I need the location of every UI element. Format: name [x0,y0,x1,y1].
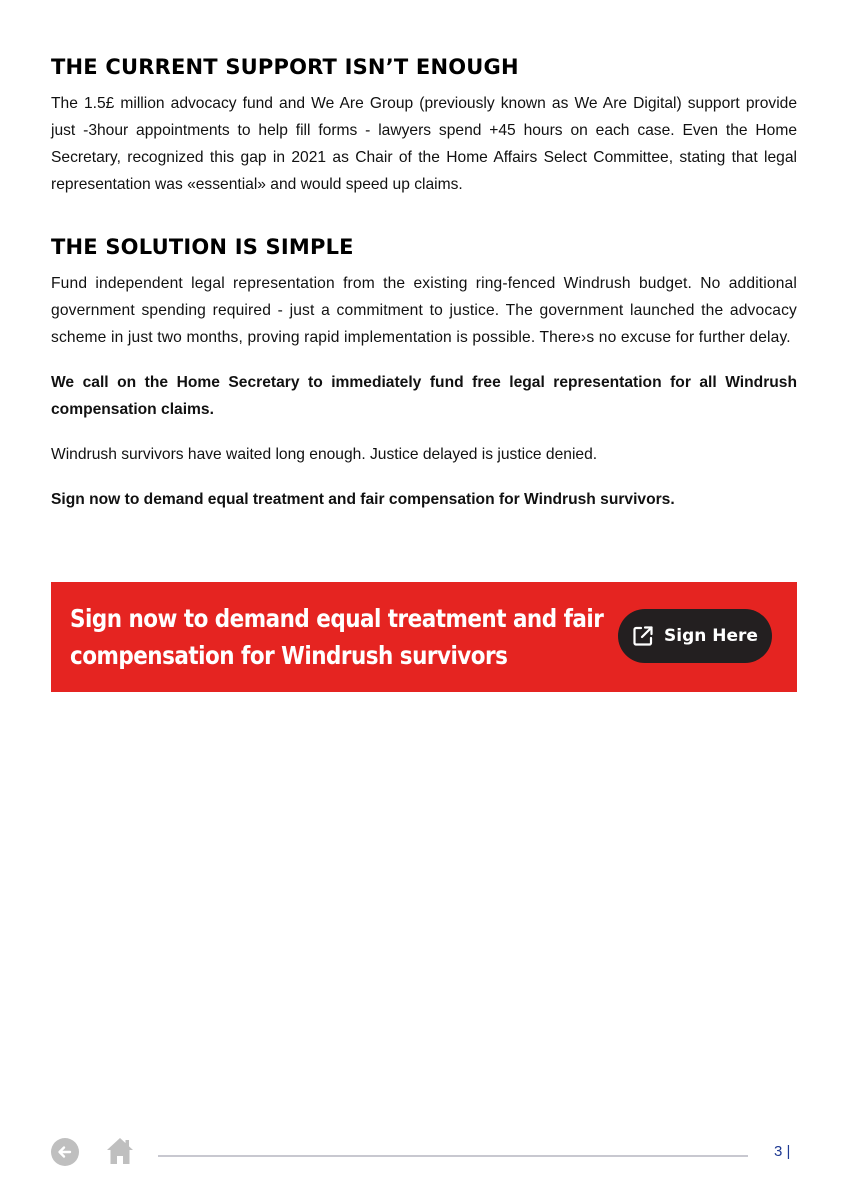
sign-here-label: Sign Here [664,626,758,646]
home-icon[interactable] [106,1136,134,1166]
call-to-action-text: We call on the Home Secretary to immediately fund free legal representation for all Windrush compensation claims. [51,374,797,418]
section-title-solution: THE SOLUTION IS SIMPLE [51,235,354,259]
page-footer [0,1130,848,1180]
document-page [51,52,797,513]
banner-line-1: Sign now to demand equal treatment and fair [70,604,604,633]
section-body-current-support: The 1.5£ million advocacy fund and We Are Group (previously known as We Are Digital) support provide just -3hour appointments to help fill forms - lawyers spend +45 hours on each case. Even the Home Secretary, recognized this gap in 2021 as Chair of the Home Affairs Select Committee, stating that legal representation was «essential» and would speed up claims. [51,95,797,193]
page-number: 3 | [774,1143,791,1160]
back-arrow-icon[interactable] [51,1138,79,1166]
section-title-current-support: THE CURRENT SUPPORT ISN’T ENOUGH [51,55,519,79]
sign-now-text: Sign now to demand equal treatment and fair compensation for Windrush survivors. [51,491,675,508]
external-link-icon [632,625,654,647]
petition-banner [51,582,797,692]
closing-text: Windrush survivors have waited long enough. Justice delayed is justice denied. [51,446,598,463]
banner-line-2: compensation for Windrush survivors [70,641,508,670]
banner-headline [70,600,604,674]
section-body-solution: Fund independent legal representation from the existing ring-fenced Windrush budget. No additional government spending required - just a commitment to justice. The government launched the advocacy scheme in just two months, proving rapid implementation is possible. There›s no excuse for further delay. [51,275,797,346]
footer-divider [158,1155,748,1157]
sign-here-button[interactable] [618,609,772,663]
